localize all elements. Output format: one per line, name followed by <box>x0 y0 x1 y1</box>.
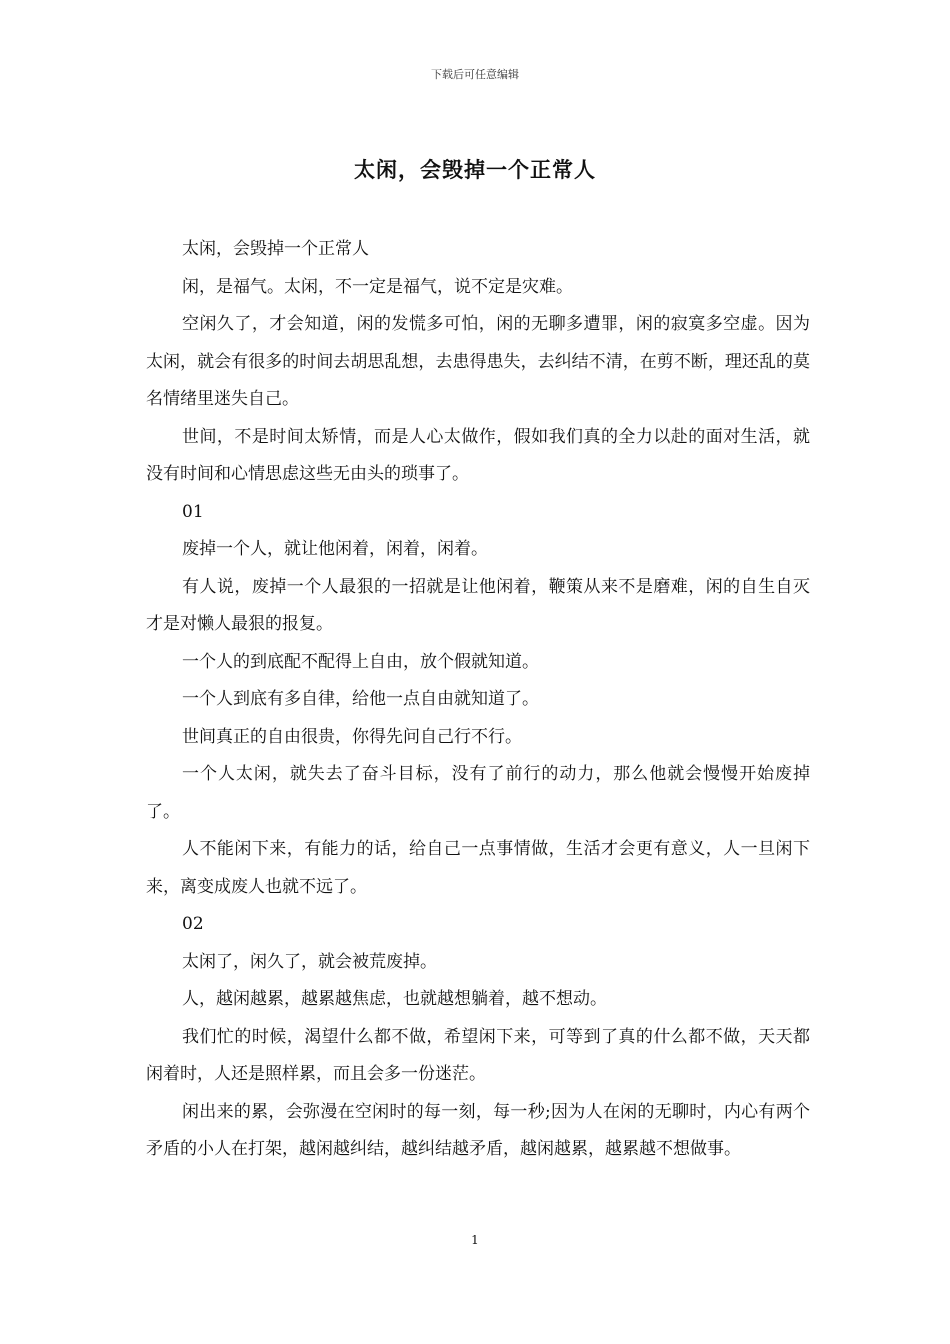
paragraph: 有人说，废掉一个人最狠的一招就是让他闲着，鞭策从来不是磨难，闲的自生自灭才是对懒人最狠的报复。 <box>146 576 810 634</box>
paragraph: 世间真正的自由很贵，你得先问自己行不行。 <box>182 726 522 747</box>
paragraph: 人，越闲越累，越累越焦虑，也就越想躺着，越不想动。 <box>182 989 607 1009</box>
document-body <box>146 231 810 1169</box>
paragraph: 人不能闲下来，有能力的话，给自己一点事情做，生活才会更有意义，人一旦闲下来，离变成废人也就不远了。 <box>146 839 810 897</box>
paragraph: 一个人太闲，就失去了奋斗目标，没有了前行的动力，那么他就会慢慢开始废掉了。 <box>146 764 810 822</box>
paragraph: 一个人到底有多自律，给他一点自由就知道了。 <box>182 689 539 709</box>
section-number: 01 <box>182 501 204 522</box>
section-number: 02 <box>182 914 204 934</box>
paragraph: 太闲，会毁掉一个正常人 <box>182 239 369 259</box>
page-header-note: 下载后可任意编辑 <box>431 68 519 81</box>
paragraph: 世间，不是时间太矫情，而是人心太做作，假如我们真的全力以赴的面对生活，就没有时间和心情思虑这些无由头的琐事了。 <box>146 426 810 484</box>
paragraph: 闲出来的累，会弥漫在空闲时的每一刻，每一秒;因为人在闲的无聊时，内心有两个矛盾的小人在打架，越闲越纠结，越纠结越矛盾，越闲越累，越累越不想做事。 <box>146 1101 810 1159</box>
paragraph: 空闲久了，才会知道，闲的发慌多可怕，闲的无聊多遭罪，闲的寂寞多空虚。因为太闲，就会有很多的时间去胡思乱想，去患得患失，去纠结不清，在剪不断，理还乱的莫名情绪里迷失自己。 <box>146 314 810 409</box>
paragraph: 废掉一个人，就让他闲着，闲着，闲着。 <box>182 539 488 559</box>
page-number: 1 <box>471 1233 479 1247</box>
document-title: 太闲，会毁掉一个正常人 <box>354 157 596 182</box>
paragraph: 太闲了，闲久了，就会被荒废掉。 <box>182 951 437 972</box>
paragraph: 一个人的到底配不配得上自由，放个假就知道。 <box>182 651 539 672</box>
paragraph: 我们忙的时候，渴望什么都不做，希望闲下来，可等到了真的什么都不做，天天都闲着时，人还是照样累，而且会多一份迷茫。 <box>146 1026 810 1084</box>
paragraph: 闲，是福气。太闲，不一定是福气，说不定是灾难。 <box>182 276 573 297</box>
